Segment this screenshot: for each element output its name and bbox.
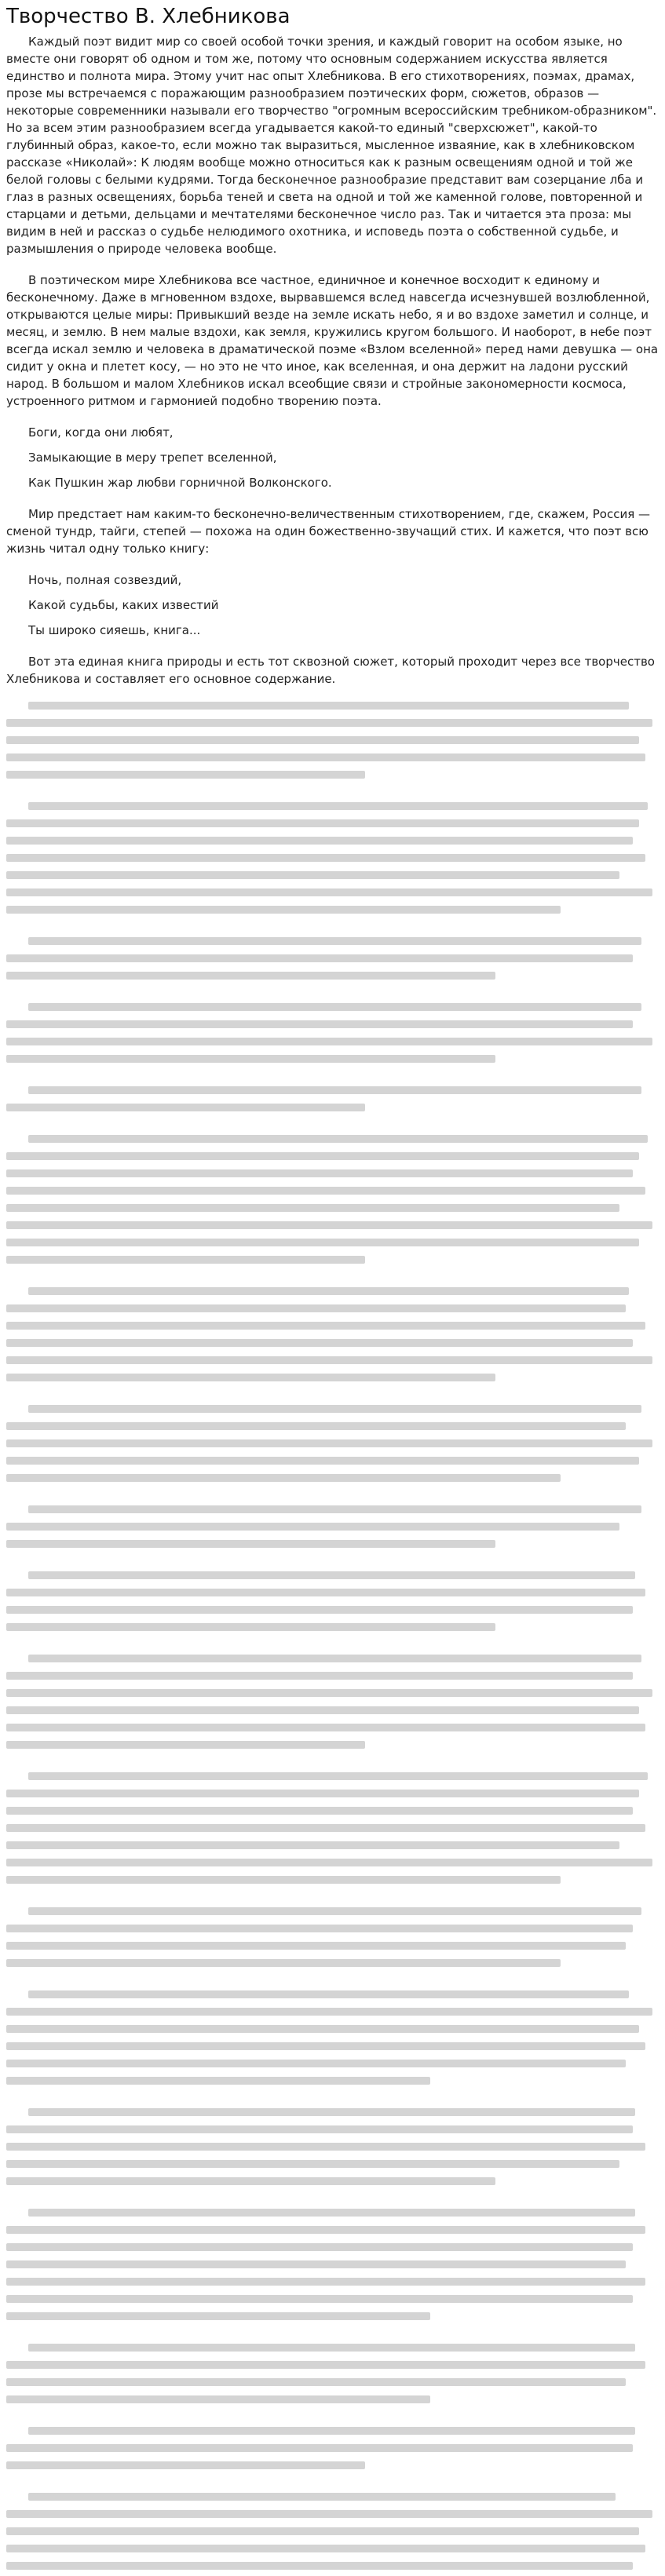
placeholder-line <box>6 906 561 914</box>
placeholder-line <box>6 1239 639 1246</box>
placeholder-line <box>6 1706 639 1714</box>
placeholder-line <box>6 2008 652 2016</box>
page-title: Творчество В. Хлебникова <box>6 5 290 28</box>
verse-line: Боги, когда они любят, <box>28 425 174 440</box>
placeholder-line <box>6 1672 633 1680</box>
placeholder-paragraph <box>6 1505 659 1548</box>
placeholder-line <box>28 1086 641 1094</box>
placeholder-line <box>6 2025 639 2033</box>
placeholder-line <box>6 819 639 827</box>
placeholder-line <box>6 719 652 727</box>
placeholder-line <box>6 2545 645 2552</box>
placeholder-paragraph <box>6 1405 659 1482</box>
placeholder-line <box>6 2562 633 2570</box>
placeholder-paragraph <box>6 702 659 779</box>
placeholder-line <box>6 2378 626 2386</box>
placeholder-line <box>6 1187 645 1195</box>
placeholder-line <box>6 2444 633 2452</box>
placeholder-line <box>28 1505 641 1513</box>
placeholder-line <box>6 1104 365 1111</box>
verse-line: Замыкающие в меру трепет вселенной, <box>28 451 277 465</box>
placeholder-line <box>6 736 639 744</box>
placeholder-line <box>6 1169 633 1177</box>
placeholder-line <box>6 2461 365 2469</box>
verse-line: Какой судьбы, каких известий <box>28 598 219 612</box>
placeholder-line <box>28 1135 648 1143</box>
placeholder-line <box>28 937 641 945</box>
placeholder-line <box>6 1841 619 1849</box>
placeholder-line <box>6 2060 626 2067</box>
placeholder-line <box>6 1741 365 1749</box>
placeholder-line <box>6 1859 652 1866</box>
placeholder-line <box>6 1876 561 1884</box>
placeholder-line <box>6 1038 652 1045</box>
placeholder-paragraph <box>6 1135 659 1264</box>
placeholder-line <box>6 1925 633 1932</box>
placeholder-line <box>6 1322 645 1330</box>
placeholder-paragraph <box>6 1086 659 1111</box>
placeholder-line <box>28 2209 635 2217</box>
placeholder-line <box>6 888 652 896</box>
placeholder-line <box>6 2143 645 2151</box>
placeholder-line <box>6 771 365 779</box>
verse-quote-2 <box>28 571 659 639</box>
placeholder-line <box>6 1439 652 1447</box>
placeholder-line <box>28 1405 641 1413</box>
placeholder-line <box>28 2108 635 2116</box>
placeholder-line <box>28 1772 648 1780</box>
placeholder-line <box>6 1474 561 1482</box>
placeholder-paragraph <box>6 2493 659 2576</box>
placeholder-line <box>6 1152 639 1160</box>
placeholder-line <box>6 2395 430 2403</box>
placeholder-line <box>6 1824 645 1832</box>
placeholder-paragraph <box>6 1772 659 1884</box>
verse-quote-1 <box>28 424 659 491</box>
placeholder-line <box>6 1523 619 1531</box>
placeholder-line <box>6 1959 561 1967</box>
placeholder-paragraph <box>6 1287 659 1381</box>
placeholder-paragraph <box>6 1003 659 1063</box>
placeholder-line <box>6 1356 652 1364</box>
placeholder-line <box>6 1606 633 1614</box>
placeholder-line <box>6 1304 626 1312</box>
placeholder-line <box>6 2160 619 2168</box>
verse-line: Ты широко сияешь, книга... <box>28 623 201 637</box>
placeholder-line <box>6 2295 633 2303</box>
placeholder-line <box>6 1422 626 1430</box>
placeholder-paragraph <box>6 1990 659 2085</box>
placeholder-line <box>6 2077 430 2085</box>
placeholder-line <box>28 1907 641 1915</box>
placeholder-paragraph <box>6 2209 659 2320</box>
placeholder-paragraph <box>6 1907 659 1967</box>
placeholder-line <box>28 1287 629 1295</box>
placeholder-paragraph <box>6 1571 659 1631</box>
placeholder-line <box>6 972 495 980</box>
placeholder-line <box>6 1374 495 1381</box>
placeholder-line <box>6 1457 639 1465</box>
remaining-article-text <box>6 702 659 2576</box>
placeholder-line <box>6 2527 639 2535</box>
placeholder-line <box>6 1256 365 1264</box>
placeholder-line <box>6 871 619 879</box>
placeholder-line <box>6 1221 652 1229</box>
placeholder-line <box>6 2226 645 2234</box>
placeholder-line <box>28 1003 641 1011</box>
placeholder-paragraph <box>6 2344 659 2403</box>
placeholder-line <box>6 2125 633 2133</box>
placeholder-line <box>6 1807 633 1815</box>
placeholder-line <box>28 802 648 810</box>
verse-line: Ночь, полная созвездий, <box>28 573 182 587</box>
placeholder-line <box>6 1339 633 1347</box>
placeholder-line <box>28 1571 635 1579</box>
placeholder-paragraph <box>6 802 659 914</box>
article-paragraph-4: Вот эта единая книга природы и есть тот сквозной сюжет, который проходит через все творчество Хлебникова и составляет его основное содержание. <box>6 655 655 686</box>
placeholder-line <box>6 1623 495 1631</box>
placeholder-line <box>6 2042 645 2050</box>
placeholder-paragraph <box>6 937 659 980</box>
placeholder-line <box>28 2427 635 2435</box>
placeholder-line <box>6 2177 495 2185</box>
article-paragraph-3: Мир предстает нам каким-то бесконечно-величественным стихотворением, где, скажем, Россия — сменой тундр, тайги, степей — похожа на один божественно-звучащий стих. И кажется, что поэт всю жизнь читал одну только книгу: <box>6 507 651 556</box>
placeholder-line <box>28 1655 641 1662</box>
placeholder-line <box>6 1790 639 1797</box>
placeholder-line <box>28 702 629 710</box>
placeholder-line <box>6 753 645 761</box>
placeholder-line <box>6 1540 495 1548</box>
placeholder-line <box>6 1689 652 1697</box>
placeholder-line <box>6 2243 633 2251</box>
placeholder-line <box>6 2312 430 2320</box>
placeholder-line <box>6 854 645 862</box>
placeholder-line <box>28 2493 616 2501</box>
placeholder-line <box>6 1055 495 1063</box>
placeholder-line <box>28 1990 629 1998</box>
placeholder-line <box>6 954 633 962</box>
placeholder-line <box>6 2260 626 2268</box>
placeholder-line <box>6 1020 633 1028</box>
article-paragraph-1: Каждый поэт видит мир со своей особой точки зрения, и каждый говорит на особом языке, но вместе они говорят об одном и том же, потому что основным содержанием искусства является единство и полнота мира. Этому учит нас опыт Хлебникова. В его стихотворениях, поэмах, драмах, прозе мы встречаемся с поражающим разнообразием поэтических форм, сюжетов, образов — некоторые современники называли его творчество "огромным всероссийским требником-образником". Но за всем этим разнообразием всегда угадывается какой-то единый "сверхсюжет", какой-то глубинный образ, какое-то, если можно так выразиться, мысленное изваяние, как в хлебниковском рассказе «Николай»: К людям вообще можно относиться как к разным освещениям одной и той же белой головы с белыми кудрями. Тогда бесконечное разнообразие представит вам созерцание лба и глаз в разных освещениях, борьба теней и света на одной и той же каменной голове, повторенной и старцами и детьми, дельцами и мечтателями бесконечное число раз. Так и читается эта проза: мы видим в ней и рассказ о судьбе нелюдимого охотника, и исповедь поэта о собственной судьбе, и размышления о природе человека вообще. <box>6 35 657 256</box>
placeholder-line <box>6 1724 645 1731</box>
placeholder-line <box>6 2278 645 2286</box>
placeholder-paragraph <box>6 2427 659 2469</box>
placeholder-line <box>28 2344 635 2352</box>
placeholder-line <box>6 1204 619 1212</box>
placeholder-paragraph <box>6 2108 659 2185</box>
placeholder-line <box>6 1589 645 1596</box>
placeholder-line <box>6 2361 645 2369</box>
placeholder-line <box>6 1942 626 1950</box>
article-paragraph-2: В поэтическом мире Хлебникова все частное, единичное и конечное восходит к единому и бесконечному. Даже в мгновенном вздохе, вырвавшемся вслед навсегда исчезнувшей возлюбленной, открываются целые миры: Привыкший везде на земле искать небо, я и во вздохе заметил и солнце, и месяц, и землю. В нем малые вздохи, как земля, кружились кругом большого. И наоборот, в небе поэт всегда искал землю и человека в драматической поэме «Взлом вселенной» перед нами девушка — она сидит у окна и плетет косу, — но это не что иное, как вселенная, и она держит на ладони русский народ. В большом и малом Хлебников искал всеобщие связи и стройные закономерности космоса, устроенного ритмом и гармонией подобно творению поэта. <box>6 273 659 408</box>
placeholder-paragraph <box>6 1655 659 1749</box>
placeholder-line <box>6 837 633 845</box>
placeholder-line <box>6 2510 652 2518</box>
verse-line: Как Пушкин жар любви горничной Волконского. <box>28 476 332 490</box>
